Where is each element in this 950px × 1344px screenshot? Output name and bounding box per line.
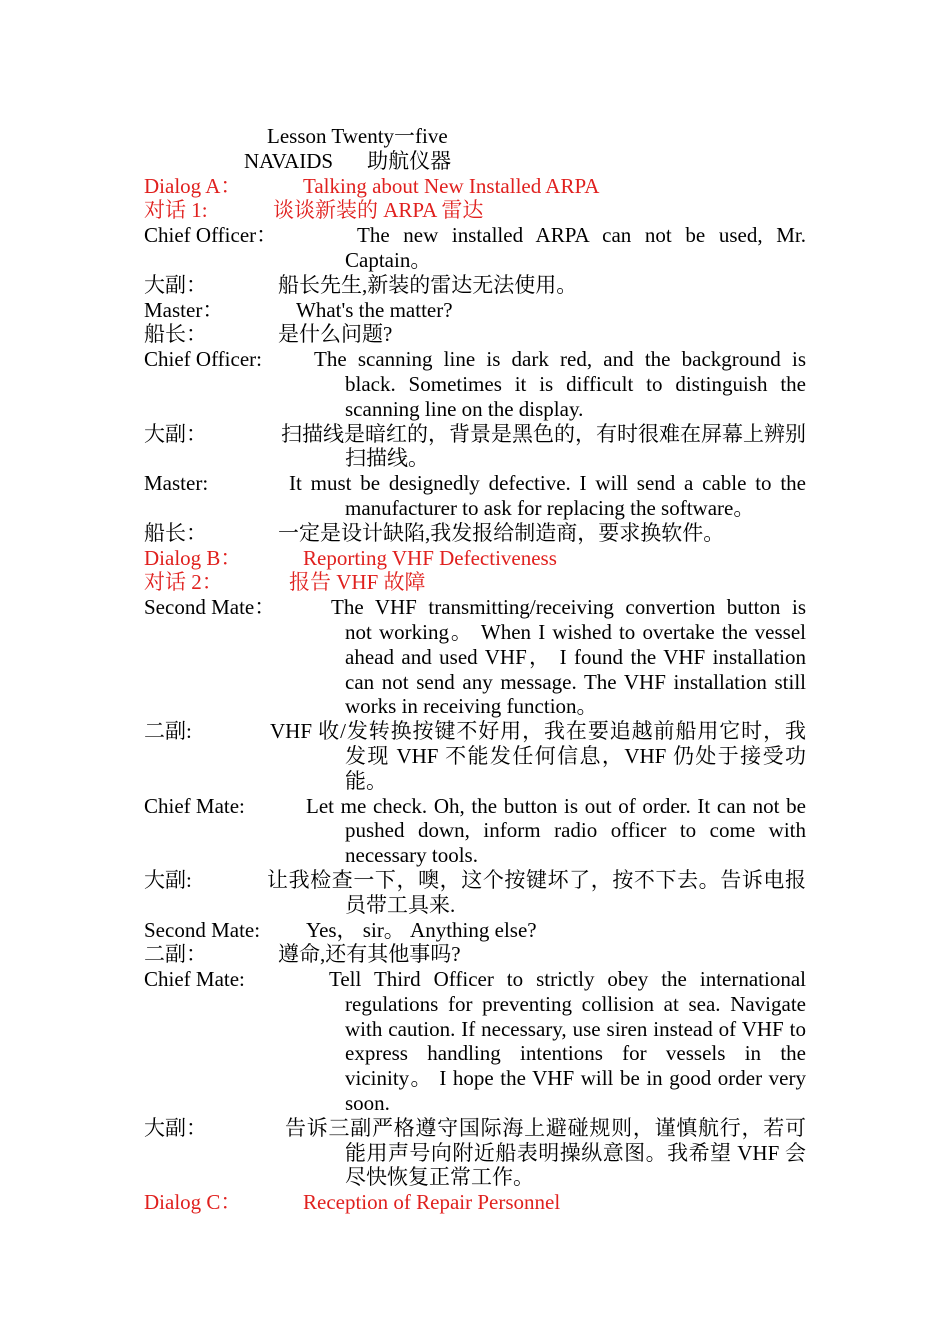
dialog-label: Dialog B： — [144, 545, 242, 570]
line-text: 扫描线是暗红的，背景是黑色的，有时很难在屏幕上辨别扫描线。 — [281, 421, 806, 471]
dialog-line — [144, 273, 806, 298]
dialog-line — [144, 471, 806, 521]
dialog-label: 对话 2： — [144, 570, 223, 595]
line-text: The VHF transmitting/receiving convertion button is not working。 When I wished to overtake the vessel ahead and used VHF， I found the VHF installation can not send any message. The VHF installation still works in receiving function。 — [331, 595, 806, 719]
speaker: Master： — [144, 297, 224, 322]
dialog-b-heading-zh — [144, 570, 806, 595]
speaker: Chief Officer: — [144, 347, 262, 372]
line-text: It must be designedly defective. I will send a cable to the manufacturer to ask for replacing the software。 — [289, 471, 806, 520]
speaker: 船长： — [144, 520, 207, 545]
line-text: 遵命,还有其他事吗? — [278, 942, 461, 967]
speaker: Master: — [144, 471, 209, 496]
speaker: 二副: — [144, 719, 192, 744]
topic-en: NAVAIDS — [244, 148, 334, 173]
dialog-a-heading-en — [144, 174, 806, 199]
dialog-b-heading-en — [144, 546, 806, 571]
dialog-line — [144, 223, 806, 273]
dialog-line — [144, 595, 806, 719]
dialog-line — [144, 794, 806, 868]
dialog-line — [144, 521, 806, 546]
line-text: 船长先生,新装的雷达无法使用。 — [278, 272, 578, 297]
line-text: What's the matter? — [296, 297, 453, 322]
line-text: 是什么问题? — [278, 322, 393, 347]
dialog-title: Reception of Repair Personnel — [303, 1190, 561, 1215]
dialog-line — [144, 298, 806, 323]
line-text: 让我检查一下，噢，这个按键坏了，按不下去。告诉电报员带工具来. — [267, 867, 806, 917]
line-text: Tell Third Officer to strictly obey the international regulations for preventing collision at sea. Navigate with caution. If necessary, use siren instead of VHF to express handling intentions for vessels in the vicinity。 I hope the VHF will be in good order very soon. — [329, 967, 806, 1116]
dialog-a-heading-zh — [144, 198, 806, 223]
dialog-line — [144, 942, 806, 967]
line-text: The new installed ARPA can not be used, Mr. Captain。 — [345, 223, 806, 272]
speaker: 大副： — [144, 421, 207, 446]
dialog-line — [144, 868, 806, 918]
line-text: Yes， sir。 Anything else? — [306, 917, 537, 942]
speaker: Chief Officer： — [144, 223, 278, 248]
speaker: 大副： — [144, 1115, 207, 1140]
line-text: 一定是设计缺陷,我发报给制造商，要求换软件。 — [278, 520, 725, 545]
dialog-title: Talking about New Installed ARPA — [303, 173, 600, 198]
dialog-label: Dialog C： — [144, 1190, 242, 1215]
dialog-line — [144, 1116, 806, 1190]
dialog-line — [144, 422, 806, 472]
line-text: The scanning line is dark red, and the background is black. Sometimes it is difficult to distinguish the scanning line on the display. — [314, 347, 806, 421]
dialog-label: Dialog A： — [144, 173, 242, 198]
speaker: 大副: — [144, 867, 192, 892]
lesson-topic — [144, 149, 806, 174]
dialog-line — [144, 322, 806, 347]
dialog-line — [144, 967, 806, 1116]
line-text: VHF 收/发转换按键不好用，我在要追越前船用它时，我发现 VHF 不能发任何信息，VHF 仍处于接受功能。 — [270, 719, 806, 793]
dialog-line — [144, 347, 806, 421]
dialog-title: 谈谈新装的 ARPA 雷达 — [273, 198, 484, 223]
line-text: 告诉三副严格遵守国际海上避碰规则，谨慎航行，若可能用声号向附近船表明操纵意图。我希望 VHF 会尽快恢复正常工作。 — [285, 1115, 806, 1190]
speaker: Chief Mate: — [144, 793, 245, 818]
dialog-title: Reporting VHF Defectiveness — [303, 545, 557, 570]
dialog-line — [144, 719, 806, 793]
lesson-content — [144, 124, 806, 1215]
dialog-label: 对话 1: — [144, 198, 208, 223]
dialog-title: 报告 VHF 故障 — [289, 570, 426, 595]
topic-zh: 助航仪器 — [367, 148, 452, 173]
dialog-line — [144, 918, 806, 943]
speaker: 大副： — [144, 272, 207, 297]
speaker: Second Mate： — [144, 595, 276, 620]
lesson-title: Lesson Twenty一five — [267, 124, 448, 148]
dialog-c-heading-en — [144, 1190, 806, 1215]
line-text: Let me check. Oh, the button is out of order. It can not be pushed down, inform radio officer to come with necessary tools. — [306, 793, 806, 868]
speaker: 船长： — [144, 322, 207, 347]
speaker: Chief Mate: — [144, 967, 245, 992]
speaker: 二副： — [144, 942, 207, 967]
speaker: Second Mate: — [144, 917, 261, 942]
